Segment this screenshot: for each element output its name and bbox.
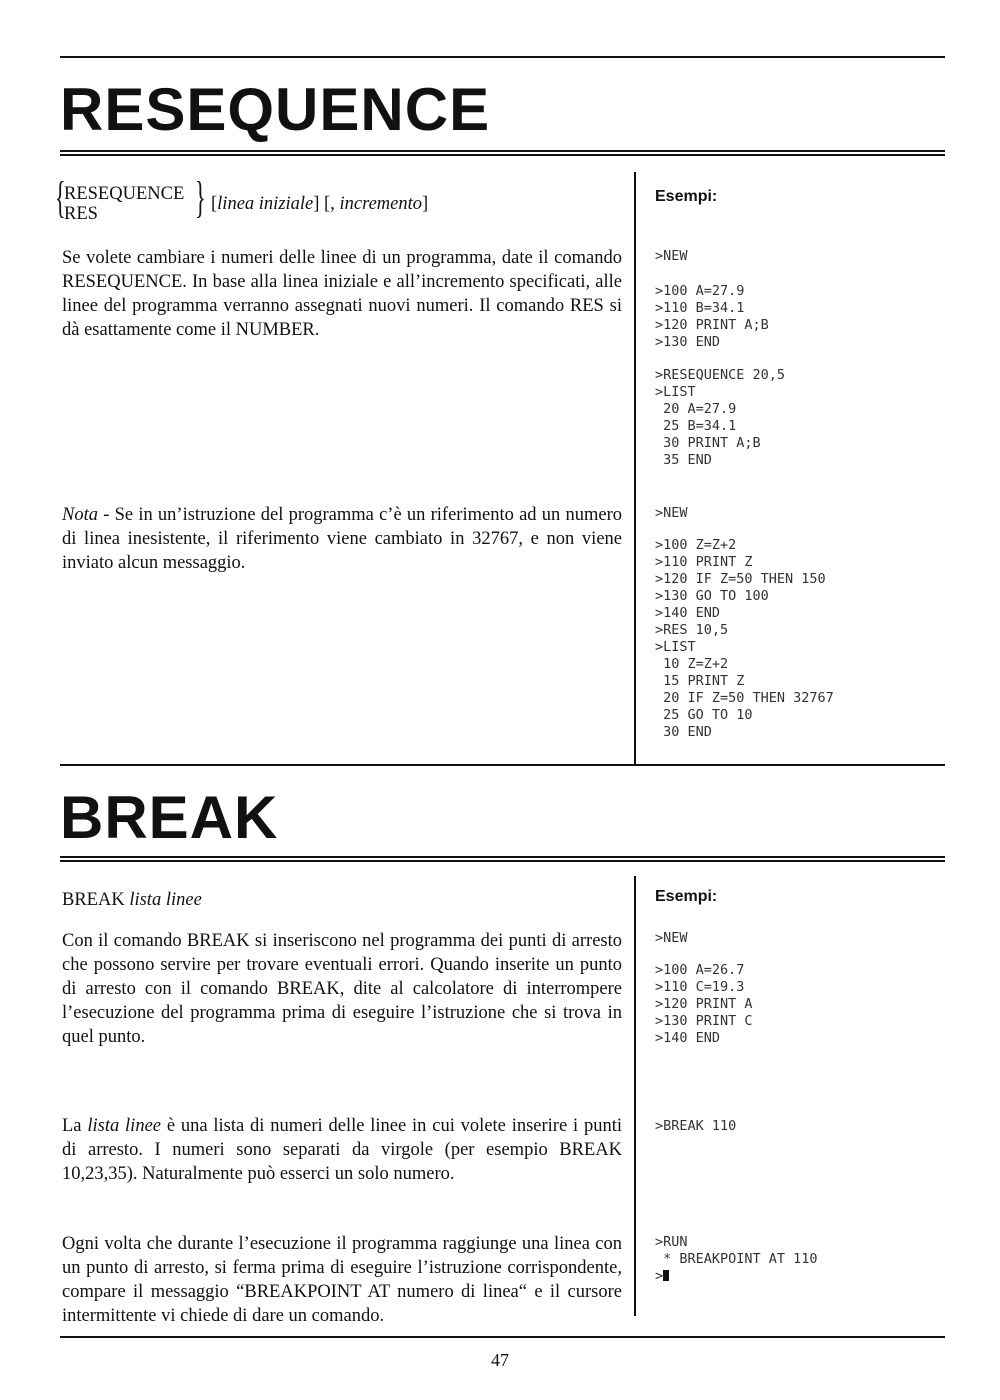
- break-code-new: >NEW: [655, 930, 688, 946]
- cursor-icon: [663, 1270, 669, 1281]
- resequence-note-code-program: >100 Z=Z+2 >110 PRINT Z >120 IF Z=50 THEN 150 >130 GO TO 100 >140 END >RES 10,5 >LIST 10 Z=Z+2 15 PRINT Z 20 IF Z=50 THEN 32767 25 GO TO 10 30 END: [655, 537, 834, 740]
- resequence-note-code-new: >NEW: [655, 505, 688, 521]
- right-brace: }: [195, 173, 206, 222]
- resequence-paragraph: Se volete cambiare i numeri delle linee di un programma, date il comando RESEQUENCE. In base alla linea iniziale e all’incremento specificati, alle linee del programma verranno assegnati nuovi numeri. Il comando RES si dà esattamente come il NUMBER.: [62, 248, 622, 340]
- break-syntax-arg: lista linee: [129, 890, 202, 910]
- syntax-bracket-close: ]: [422, 194, 429, 214]
- break-examples-label: Esempi:: [655, 888, 718, 905]
- resequence-column-divider: [634, 172, 636, 764]
- top-rule: [60, 56, 945, 58]
- break-p2-italic: lista linee: [87, 1116, 161, 1136]
- resequence-code-new: >NEW: [655, 248, 688, 264]
- break-code-program: >100 A=26.7 >110 C=19.3 >120 PRINT A >130 PRINT C >140 END: [655, 962, 753, 1046]
- syntax-bracket-open: [: [211, 194, 218, 214]
- break-p2-prefix: La: [62, 1116, 88, 1136]
- note-label: Nota: [62, 505, 98, 525]
- break-paragraph-1: Con il comando BREAK si inseriscono nel programma dei punti di arresto che possono servire per trovare eventuali errori. Quando inserite un punto di arresto con il comando BREAK, dite al calcolatore di interrompere l’esecuzione del programma prima di eseguire l’istruzione che si trova in quel punto.: [62, 931, 622, 1047]
- break-title: BREAK: [60, 784, 279, 851]
- break-top-rule: [60, 764, 945, 766]
- resequence-code-program: >100 A=27.9 >110 B=34.1 >120 PRINT A;B >130 END: [655, 283, 769, 350]
- break-column-divider: [634, 876, 636, 1316]
- break-double-rule: [60, 856, 945, 862]
- left-brace: {: [55, 173, 66, 222]
- page-number: 47: [491, 1350, 509, 1370]
- break-syntax-keyword: BREAK: [62, 890, 130, 910]
- resequence-examples-label: Esempi:: [655, 188, 718, 205]
- break-code-run: >RUN * BREAKPOINT AT 110: [655, 1234, 818, 1267]
- break-code-prompt-line: [655, 1268, 669, 1285]
- break-paragraph-2: [62, 1114, 622, 1186]
- break-prompt: >: [655, 1268, 664, 1284]
- break-p2-rest: è una lista di numeri delle linee in cui volete inserire i punti di arresto. I numeri sono separati da virgole (per esempio BREAK 10,23,35). Naturalmente può esserci un solo numero.: [62, 1116, 622, 1184]
- syntax-keyword-res: RES: [64, 204, 98, 224]
- resequence-code-listing: >RESEQUENCE 20,5 >LIST 20 A=27.9 25 B=34.1 30 PRINT A;B 35 END: [655, 367, 786, 468]
- resequence-note: [62, 503, 622, 575]
- syntax-arg-linea-iniziale: linea iniziale: [217, 194, 314, 214]
- syntax-arguments: [211, 194, 428, 215]
- break-code-break: >BREAK 110: [655, 1118, 737, 1134]
- syntax-keyword-resequence: RESEQUENCE: [64, 184, 185, 204]
- note-text: - Se in un’istruzione del programma c’è un riferimento ad un numero di linea inesistente, il riferimento viene cambiato in 32767, e non viene inviato alcun messaggio.: [62, 505, 622, 573]
- resequence-double-rule: [60, 150, 945, 156]
- resequence-title: RESEQUENCE: [60, 76, 491, 143]
- break-syntax: [62, 890, 202, 911]
- bottom-rule: [60, 1336, 945, 1338]
- syntax-bracket-mid: ] [,: [313, 194, 335, 214]
- syntax-arg-incremento: incremento: [339, 194, 423, 214]
- break-paragraph-3: Ogni volta che durante l’esecuzione il programma raggiunge una linea con un punto di arresto, si ferma prima di eseguire l’istruzione corrispondente, compare il messaggio “BREAKPOINT AT numero di linea“ e il cursore intermittente vi chiede di dare un comando.: [62, 1234, 622, 1326]
